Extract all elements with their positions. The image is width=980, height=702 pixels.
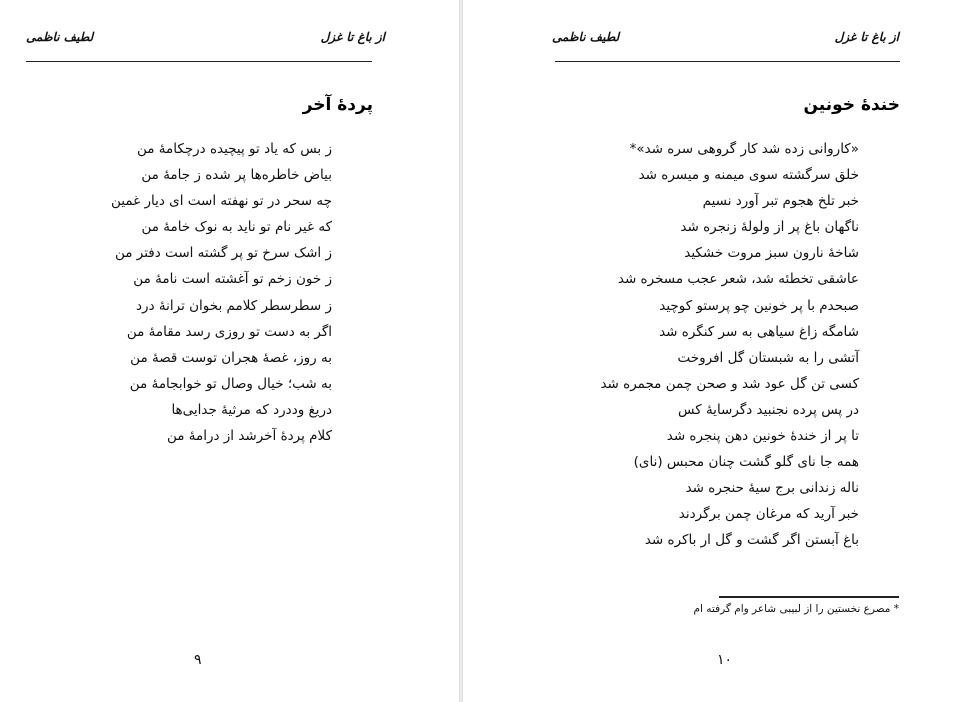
poem-line: ناگهان باغ پر از ولولهٔ زنجره شد (680, 219, 859, 236)
poem-line: کلام پردهٔ آخرشد از درامهٔ من (166, 428, 332, 445)
left-header-rule (26, 61, 372, 62)
poem-line: تا پر از خندهٔ خونین دهن پنجره شد (666, 428, 859, 445)
poem-line: آتشی را به شبستان گل افروخت (677, 349, 859, 366)
right-poem-title: خندهٔ خونین (803, 95, 900, 115)
poem-line: شاخهٔ نارون سبز مروت خشکید (684, 245, 859, 262)
right-header-book-title: از باغ تا غزل (834, 30, 899, 44)
left-header-author: لطیف ناظمی (26, 30, 94, 44)
poem-line: که غیر نام تو ناید به نوک خامهٔ من (141, 219, 332, 236)
right-page (463, 0, 980, 702)
poem-line: کسی تن گل عود شد و صحن چمن مجمره شد (600, 375, 859, 392)
poem-line: عاشقی تخطئه شد، شعر عجب مسخره شد (617, 271, 859, 288)
right-header-author: لطیف ناظمی (552, 30, 620, 44)
poem-line: «کاروانی زده شد کار گروهی سره شد»* (629, 141, 859, 157)
poem-line: دریغ وددرد که مرثیهٔ جدایی‌ها (171, 401, 332, 418)
right-header-rule (555, 61, 900, 62)
poem-line: ز اشک سرخ تو پر گشته است دفتر من (114, 245, 332, 262)
poem-line: اگر به دست تو روزی رسد مقامهٔ من (126, 323, 332, 340)
poem-line: به شب؛ خیال وصال تو خوابجامهٔ من (129, 375, 332, 392)
left-page (0, 0, 459, 702)
poem-line: بیاض خاطره‌ها پر شده ز جامهٔ من (141, 167, 332, 184)
poem-line: چه سحر در تو نهفته است ای دیار غمین (110, 193, 332, 210)
right-page-number: ۱۰ (717, 652, 733, 668)
poem-line: در پس پرده نجنبید دگرسایهٔ کس (678, 401, 859, 418)
poem-line: صبحدم با پر خونین چو پرستو کوچید (659, 297, 859, 314)
left-page-number: ۹ (194, 652, 202, 668)
poem-line: خبر آرید که مرغان چمن برگردند (678, 506, 859, 523)
poem-line: ناله زندانی برج سیهٔ حنجره شد (685, 480, 859, 497)
poem-line: همه جا نای گلو گشت چنان محبس (نای) (633, 454, 859, 471)
poem-line: ز سطرسطر کلامم بخوان ترانهٔ درد (136, 297, 332, 314)
poem-line: خلق سرگشته سوی میمنه و میسره شد (638, 167, 859, 184)
poem-line: باغ آبستن اگر گشت و گل ار باکره شد (644, 532, 859, 549)
right-poem-body (600, 136, 859, 554)
left-header-book-title: از باغ تا غزل (320, 30, 385, 44)
left-poem-title: پردهٔ آخر (302, 95, 373, 115)
left-poem-body (111, 136, 332, 449)
footnote: * مصرع نخستین را از لبیبی شاعر وام گرفته ام (693, 603, 899, 615)
poem-line: ز خون زخم تو آغشته است نامهٔ من (133, 271, 332, 288)
poem-line: خبر تلخ هجوم تبر آورد نسیم (702, 193, 859, 210)
footnote-rule (719, 596, 899, 598)
poem-line: به روز، غصهٔ هجران توست قصهٔ من (130, 349, 332, 366)
poem-line: ز بس که یاد تو پیچیده درچکامهٔ من (136, 141, 332, 157)
poem-line: شامگه زاغ سیاهی به سر کنگره شد (659, 323, 859, 340)
